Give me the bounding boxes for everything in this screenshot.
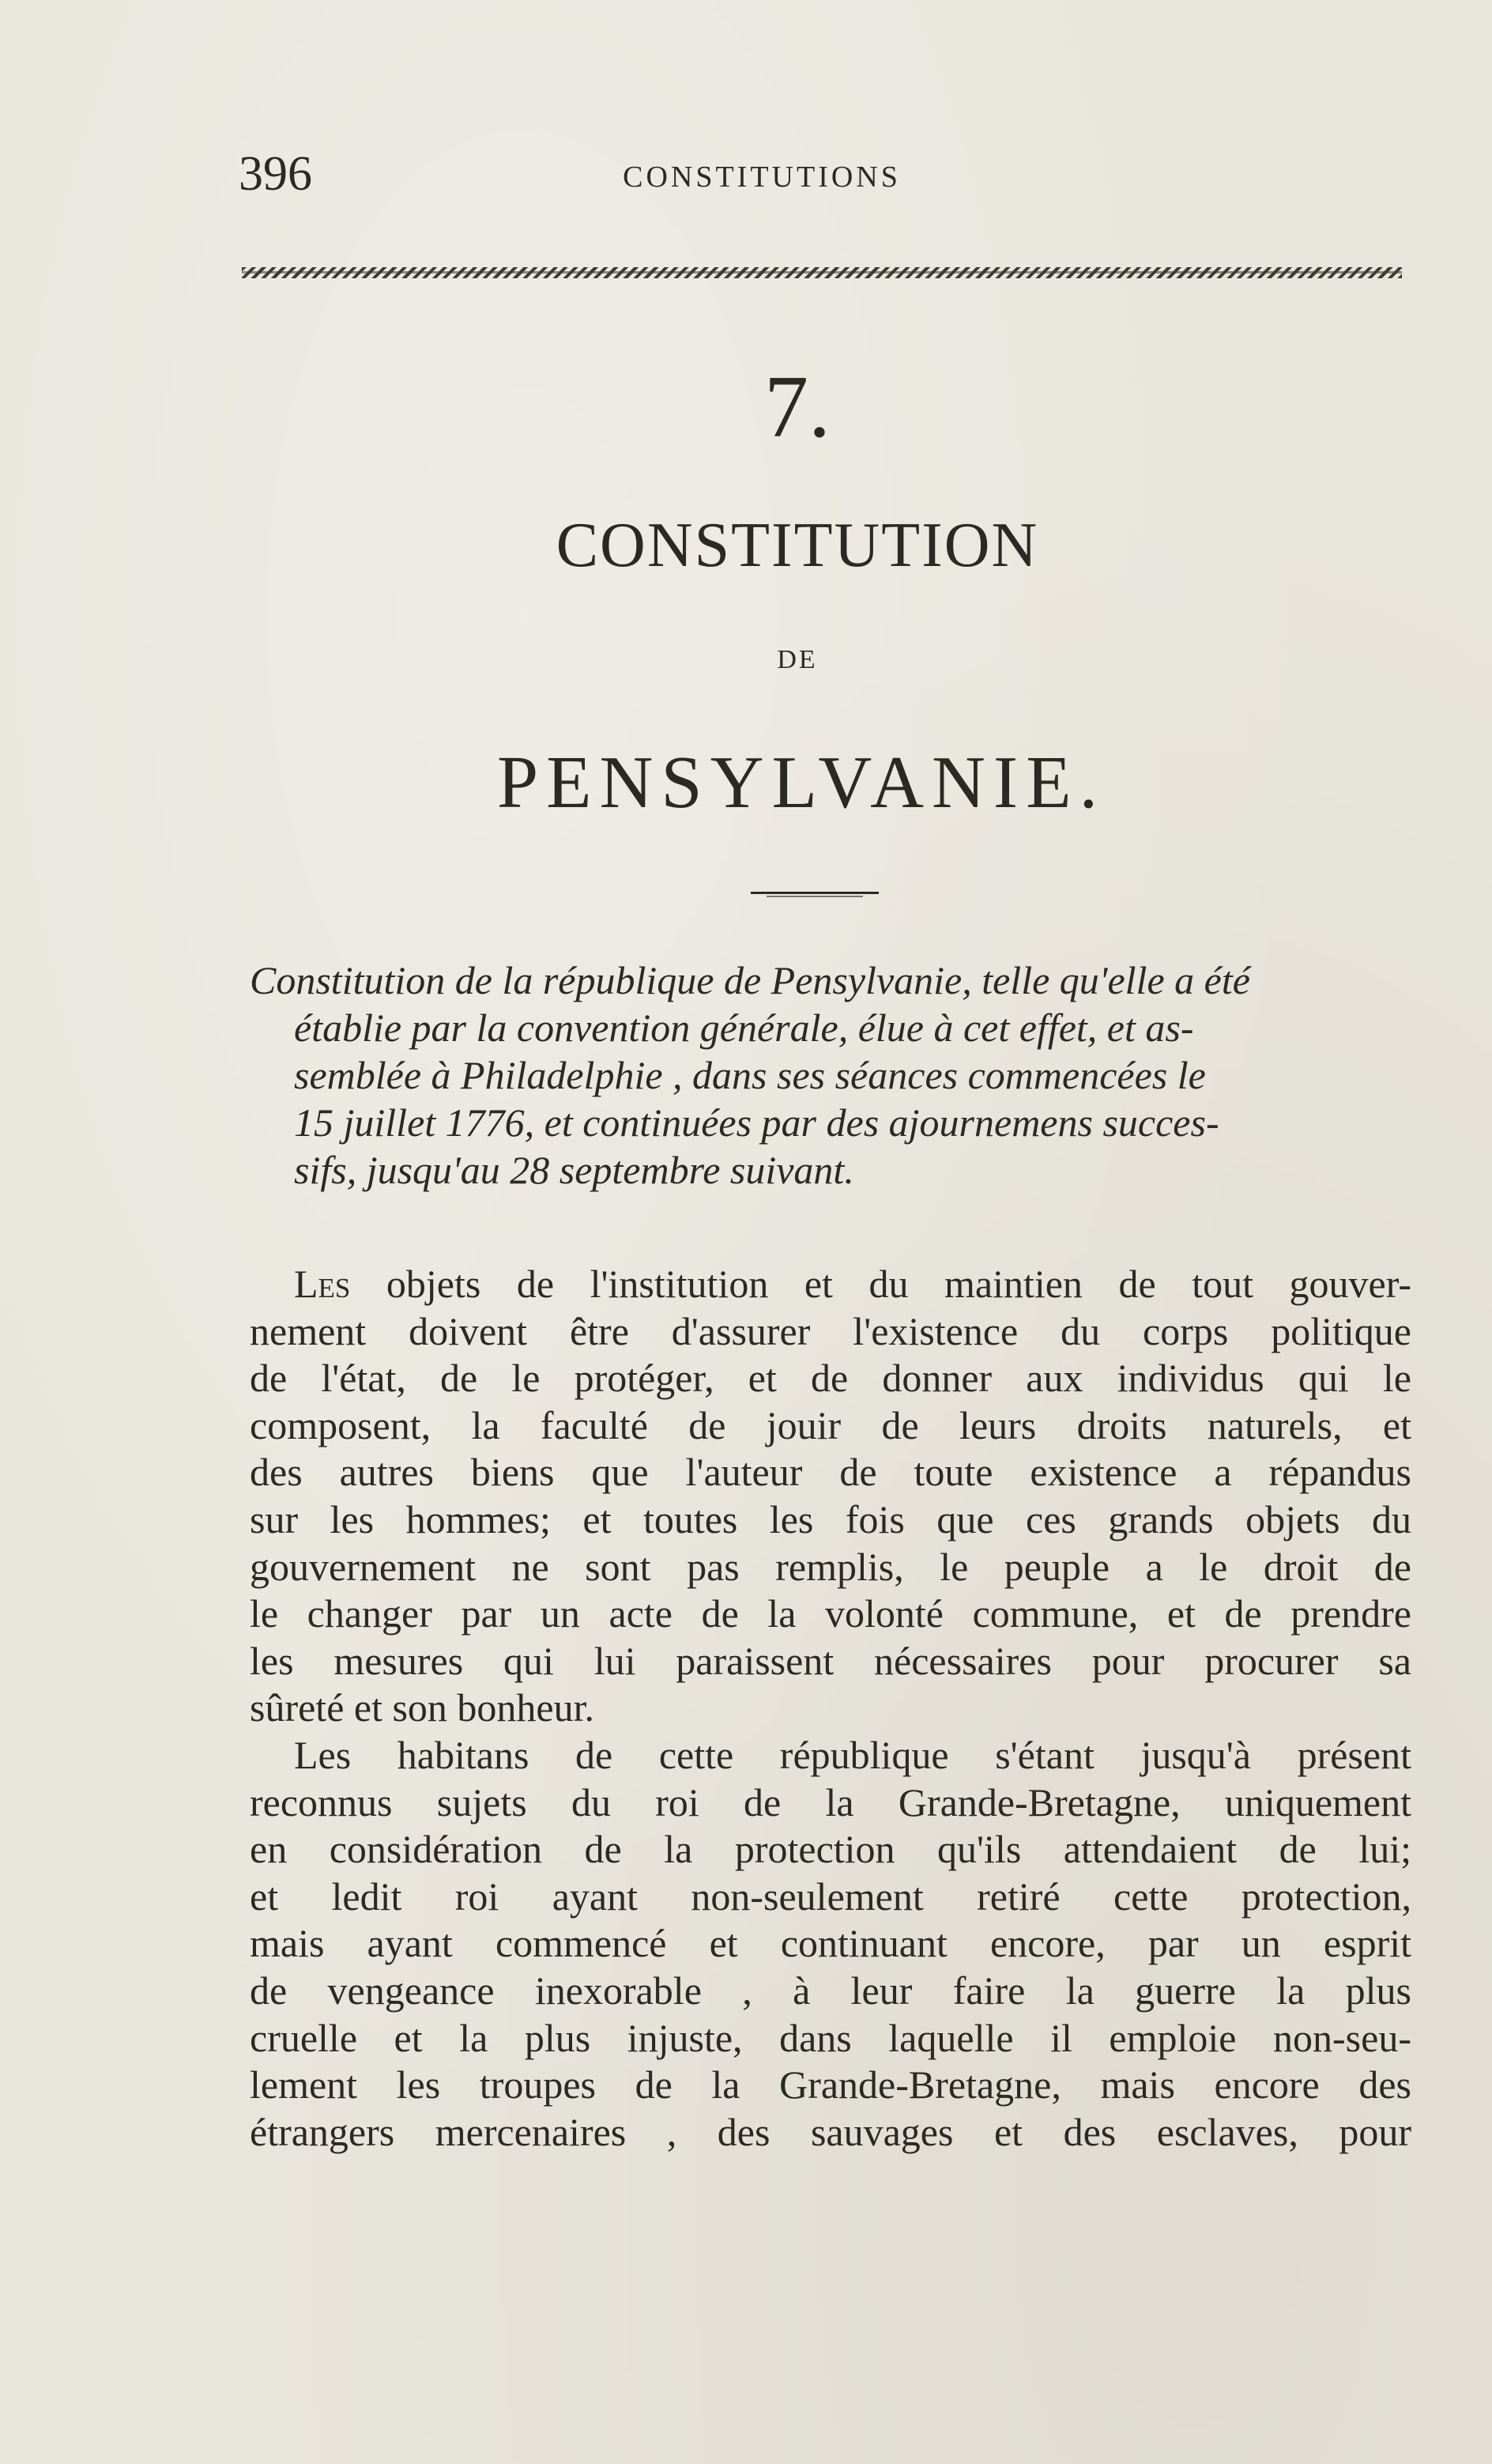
paragraph-line: mais ayant commencé et continuant encore, par un esprit xyxy=(250,1921,1411,1966)
paragraph-line: objets de l'institution et du maintien de tout gouver- xyxy=(350,1262,1411,1306)
page-number: 396 xyxy=(239,147,312,201)
summary-paragraph xyxy=(250,957,1411,1194)
paragraph-line: de vengeance inexorable , à leur faire la guerre la plus xyxy=(250,1968,1411,2013)
paragraph-line: les mesures qui lui paraissent nécessaires pour procurer sa xyxy=(250,1638,1411,1683)
running-title: CONSTITUTIONS xyxy=(623,160,901,194)
paragraph-line: le changer par un acte de la volonté commune, et de prendre xyxy=(250,1591,1411,1636)
summary-line: sifs, jusqu'au 28 septembre suivant. xyxy=(294,1148,854,1192)
summary-line: 15 juillet 1776, et continuées par des ajournemens succes- xyxy=(294,1100,1219,1145)
summary-line: établie par la convention générale, élue à cet effet, et as- xyxy=(294,1006,1194,1050)
paragraph-line: reconnus sujets du roi de la Grande-Bretagne, uniquement xyxy=(250,1779,1411,1824)
paragraph-line: et ledit roi ayant non-seulement retiré cette protection, xyxy=(250,1873,1411,1919)
drop-word: Les xyxy=(294,1262,351,1306)
paragraph-1-first-line xyxy=(250,1261,1411,1308)
paragraph-line: nement doivent être d'assurer l'existence du corps politique xyxy=(250,1308,1411,1353)
summary-line: Constitution de la république de Pensylvanie, telle qu'elle a été xyxy=(250,958,1250,1002)
document-subtitle: PENSYLVANIE. xyxy=(496,741,1106,824)
paragraph-line: lement les troupes de la Grande-Bretagne, mais encore des xyxy=(250,2062,1411,2107)
document-title: CONSTITUTION xyxy=(556,511,1039,580)
paragraph-line: composent, la faculté de jouir de leurs droits naturels, et xyxy=(250,1402,1411,1447)
summary-line: semblée à Philadelphie , dans ses séances commencées le xyxy=(294,1053,1206,1097)
paragraph-2-first-line: Les habitans de cette république s'étant jusqu'à présent xyxy=(294,1732,1411,1777)
paragraph-line: cruelle et la plus injuste, dans laquelle il emploie non-seu- xyxy=(250,2015,1411,2060)
section-number: 7. xyxy=(764,358,831,456)
paragraph-line: sûreté et son bonheur. xyxy=(250,1685,595,1730)
running-head xyxy=(0,142,1492,206)
paragraph-line: en considération de la protection qu'ils attendaient de lui; xyxy=(250,1827,1411,1872)
title-connector: DE xyxy=(777,645,818,674)
paragraph-line: étrangers mercenaires , des sauvages et des esclaves, pour xyxy=(250,2109,1411,2154)
divider-rule xyxy=(751,892,879,894)
paragraph-line: gouvernement ne sont pas remplis, le peuple a le droit de xyxy=(250,1544,1411,1589)
paragraph-line: des autres biens que l'auteur de toute existence a répandus xyxy=(250,1450,1411,1495)
body-text xyxy=(250,1261,1411,2156)
paragraph-line: de l'état, de le protéger, et de donner aux individus qui le xyxy=(250,1356,1411,1401)
ornamental-rule xyxy=(242,267,1402,278)
paragraph-line: sur les hommes; et toutes les fois que ces grands objets du xyxy=(250,1496,1411,1541)
